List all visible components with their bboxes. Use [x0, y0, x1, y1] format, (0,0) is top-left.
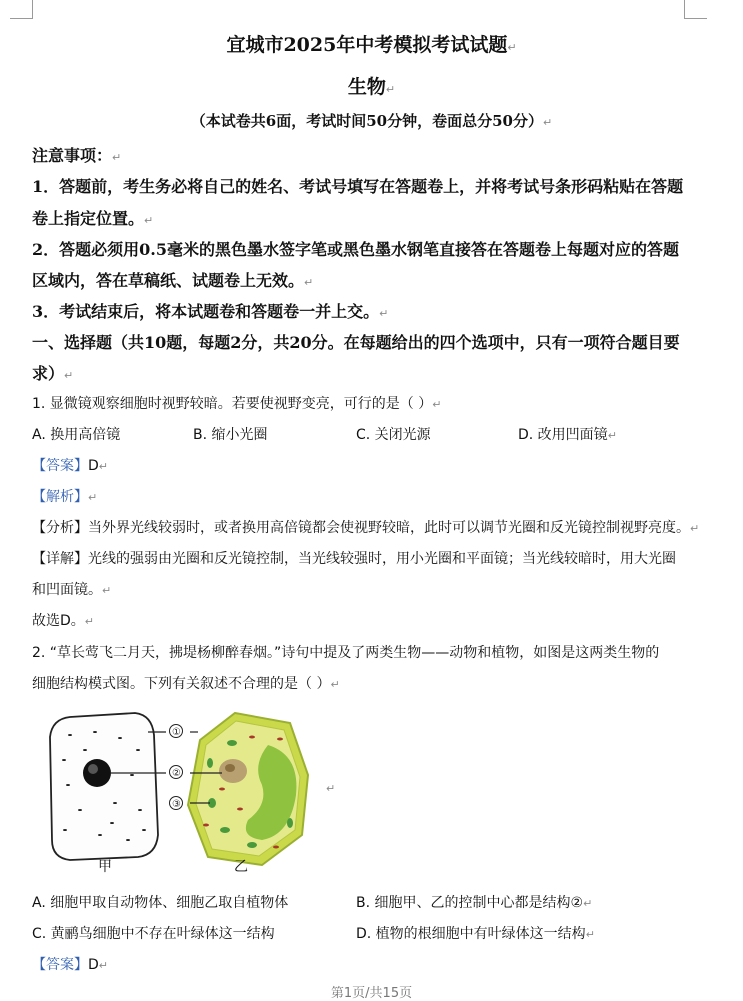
q2-stem-line-2: 细胞结构模式图。下列有关叙述不合理的是（ ）↵ [32, 676, 340, 692]
note-3: 3．考试结束后，将本试题卷和答题卷一并上交。↵ [32, 302, 389, 321]
crop-mark-top-right [684, 0, 707, 19]
q1-analysis-label: 【解析】↵ [32, 489, 98, 505]
section-heading-line-1: 一、选择题（共10题，每题2分，共20分。在每题给出的四个选项中，只有一项符合题目要 [32, 333, 680, 352]
q2-option-d: D. 植物的根细胞中有叶绿体这一结构↵ [356, 926, 595, 942]
cell-diagram [40, 705, 350, 880]
note-2-line-2: 区域内，答在草稿纸、试题卷上无效。↵ [32, 271, 314, 290]
section-heading-line-2: 求）↵ [32, 364, 74, 383]
q2-option-a: A. 细胞甲取自动物体、细胞乙取自植物体 [32, 895, 289, 911]
q1-xiangjie-line-1: 【详解】光线的强弱由光圈和反光镜控制，当光线较强时，用小光圈和平面镜；当光线较暗时，用大光圈 [32, 551, 676, 567]
q1-option-b: B. 缩小光圈 [193, 427, 268, 443]
figure-label-2: ② [172, 768, 181, 779]
q1-fenxi: 【分析】当外界光线较弱时，或者换用高倍镜都会使视野较暗，此时可以调节光圈和反光镜控制视野亮度。↵ [32, 520, 700, 536]
animal-cell [50, 713, 158, 860]
q2-answer: 【答案】D↵ [32, 957, 108, 973]
paragraph-mark: ↵ [326, 782, 336, 795]
figure-label-3: ③ [172, 799, 181, 810]
q2-option-b: B. 细胞甲、乙的控制中心都是结构②↵ [356, 895, 593, 911]
note-1-line-1: 1．答题前，考生务必将自己的姓名、考试号填写在答题卷上，并将考试号条形码粘贴在答题 [32, 177, 684, 196]
q1-conclusion: 故选D。↵ [32, 613, 94, 629]
page-footer: 第1页/共15页 [330, 986, 413, 1001]
cell-a-caption: 甲 [98, 859, 112, 875]
q1-stem: 1. 显微镜观察细胞时视野较暗。若要使视野变亮，可行的是（ ）↵ [32, 396, 442, 412]
q1-option-c: C. 关闭光源 [356, 427, 431, 443]
subject-title: 生物↵ [347, 76, 396, 98]
cell-b-caption: 乙 [234, 859, 248, 875]
q1-option-a: A. 换用高倍镜 [32, 427, 121, 443]
figure-label-1: ① [172, 727, 181, 738]
notes-heading: 注意事项：↵ [32, 146, 122, 165]
exam-info: （本试卷共6面，考试时间50分钟，卷面总分50分）↵ [190, 112, 553, 130]
crop-mark-top-left [10, 0, 33, 19]
q2-stem-line-1: 2. “草长莺飞二月天，拂堤杨柳醉春烟。”诗句中提及了两类生物——动物和植物，如图是这两类生物的 [32, 645, 660, 661]
q1-answer: 【答案】D↵ [32, 458, 108, 474]
plant-cell [188, 713, 308, 865]
note-1-line-2: 卷上指定位置。↵ [32, 209, 154, 228]
note-2-line-1: 2．答题必须用0.5毫米的黑色墨水签字笔或黑色墨水钢笔直接答在答题卷上每题对应的答题 [32, 240, 679, 259]
q1-xiangjie-line-2: 和凹面镜。↵ [32, 582, 112, 598]
exam-title: 宜城市2025年中考模拟考试试题↵ [226, 34, 517, 56]
q1-option-d: D. 改用凹面镜↵ [518, 427, 617, 443]
q2-option-c: C. 黄鹂鸟细胞中不存在叶绿体这一结构 [32, 926, 275, 942]
